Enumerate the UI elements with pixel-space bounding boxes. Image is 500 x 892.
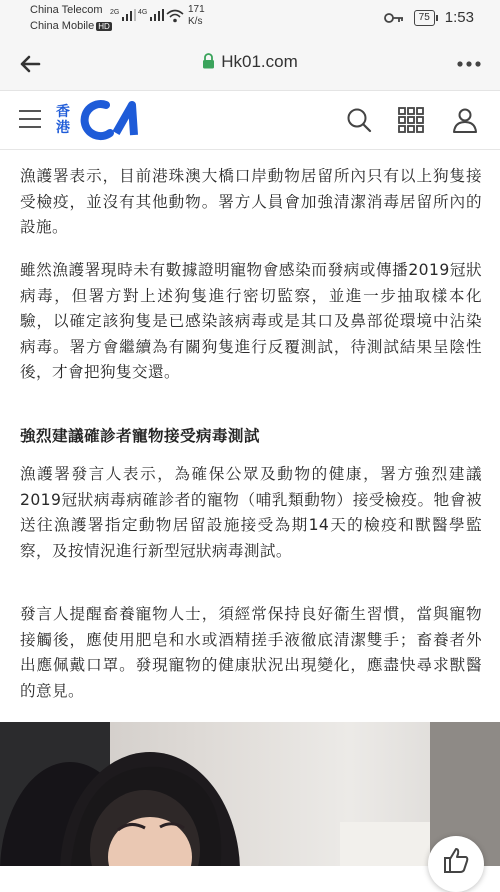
grid-icon[interactable] — [398, 107, 424, 133]
net-speed-unit: K/s — [188, 16, 203, 27]
address-bar[interactable] — [0, 52, 500, 72]
more-dots-icon[interactable] — [456, 55, 482, 73]
user-icon[interactable] — [452, 107, 478, 133]
status-bar — [0, 0, 500, 38]
key-icon — [384, 12, 404, 24]
signal-bars-icon — [150, 9, 164, 21]
net-speed — [188, 4, 205, 28]
carrier-2 — [30, 20, 112, 32]
clock: 1:53 — [444, 9, 474, 26]
like-button[interactable] — [428, 836, 484, 892]
logo-text: 香港 — [56, 104, 70, 136]
signal-4g-label: 4G — [138, 9, 148, 16]
signal-2g — [110, 9, 136, 23]
article-paragraph-2: 雖然漁護署現時未有數據證明寵物會感染而發病或傳播2019冠狀病毒，但署方對上述狗隻進行密切監察，並進一步抽取樣本化驗，以確定該狗隻是已感染該病毒或是其口及鼻部從環境中沾染病毒。署方會繼續為有關狗隻進行反覆測試，待測試結果呈陰性後，才會把狗隻交還。 — [20, 261, 482, 381]
net-speed-value: 171 — [188, 4, 205, 15]
lock-icon — [202, 53, 215, 69]
article-paragraph-4: 發言人提醒畜養寵物人士，須經常保持良好衞生習慣，當與寵物接觸後，應使用肥皂和水或酒精搓手液徹底清潔雙手；畜養者外出應佩戴口罩。發現寵物的健康狀況出現變化，應盡快尋求獸醫的意見。 — [20, 605, 482, 700]
article-paragraph-1: 漁護署表示，目前港珠澳大橋口岸動物居留所內只有以上狗隻接受檢疫，並沒有其他動物。署方人員會加強清潔消毒居留所內的設施。 — [20, 167, 482, 236]
signal-4g — [138, 9, 164, 23]
hamburger-icon[interactable] — [18, 109, 42, 129]
carrier-1: China Telecom — [30, 4, 103, 16]
wifi-icon — [166, 9, 184, 23]
article-photo — [0, 722, 500, 866]
photo-illustration — [0, 722, 500, 866]
hk01-logo-mark-icon — [76, 97, 142, 143]
url-text: Hk01.com — [221, 52, 298, 71]
thumbs-up-icon — [442, 846, 470, 874]
browser-toolbar — [0, 38, 500, 91]
battery-level: 75 — [414, 10, 435, 26]
signal-2g-label: 2G — [110, 9, 120, 16]
carrier-2-label: China Mobile — [30, 20, 95, 32]
signal-bars-icon — [122, 9, 136, 21]
site-logo[interactable] — [56, 97, 142, 143]
site-header — [0, 91, 500, 150]
hd-badge: HD — [98, 21, 110, 31]
article-paragraph-3: 漁護署發言人表示，為確保公眾及動物的健康，署方強烈建議2019冠狀病毒病確診者的寵物（哺乳類動物）接受檢疫。牠會被送往漁護署指定動物居留設施接受為期14天的檢疫和獸醫學監察，及按情況進行新型冠狀病毒測試。 — [20, 465, 482, 560]
search-icon[interactable] — [346, 107, 372, 133]
status-right — [384, 9, 474, 26]
article-subheading: 強烈建議確診者寵物接受病毒測試 — [20, 427, 260, 445]
